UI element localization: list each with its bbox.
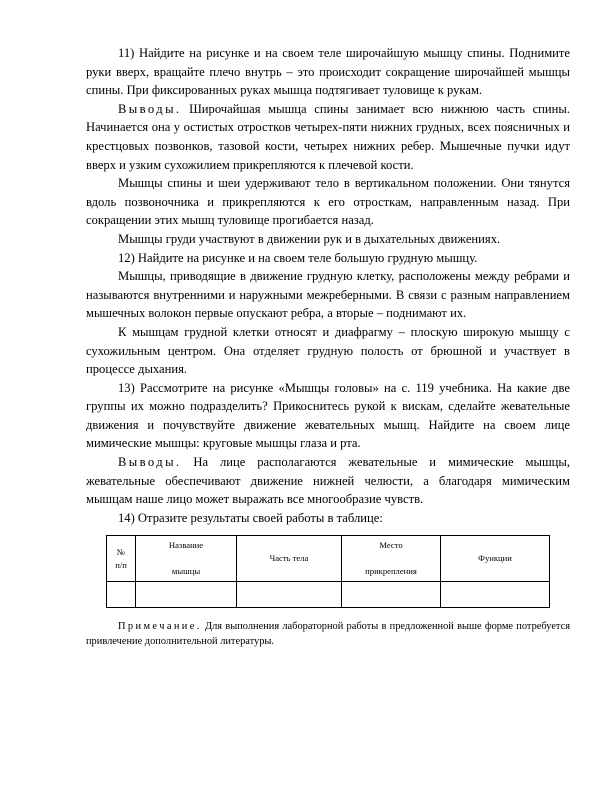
paragraph-conclusion-latissimus [86, 100, 570, 174]
conclusion-text: На лице располагаются жевательные и мимические мышцы, жевательные обеспечивают движение нижней челюсти, а благодаря мимическим мышцам наше лицо может выражать все многообразие чувств. [86, 455, 570, 507]
paragraph-task-11: 11) Найдите на рисунке и на своем теле широчайшую мышцу спины. Поднимите руки вверх, вращайте плечо внутрь – это происходит сокращение широчайшей мышцы спины. При фиксированных руках мышца подтягивает туловище к рукам. [86, 46, 570, 98]
table-row [107, 582, 550, 608]
paragraph-chest-muscles-movement: Мышцы груди участвуют в движении рук и в дыхательных движениях. [118, 231, 501, 246]
header-functions: Функции [441, 536, 550, 582]
results-table [106, 535, 550, 608]
document-page [86, 44, 570, 649]
paragraph-task-13: 13) Рассмотрите на рисунке «Мышцы головы» на с. 119 учебника. На какие две группы их можно подразделить? Прикоснитесь рукой к вискам, сделайте жевательные движения и почувствуйте движение жевательных мышц. Найдите на своем лице мимические мышцы: круговые мышцы глаза и рта. [86, 380, 570, 451]
note-label: Примечание. [118, 621, 202, 633]
note-text: Для выполнения лабораторной работы в предложенной выше форме потребуется привлечение дополнительной литературы. [86, 621, 570, 647]
paragraph-task-12: 12) Найдите на рисунке и на своем теле большую грудную мышцу. [118, 250, 478, 265]
table-cell[interactable] [107, 582, 136, 608]
header-muscle-name: Название мышцы [136, 536, 237, 582]
table-cell[interactable] [342, 582, 441, 608]
conclusion-label: Выводы. [118, 455, 182, 470]
paragraph-intercostal-muscles: Мышцы, приводящие в движение грудную клетку, расположены между ребрами и называются внутренними и наружными межреберными. В связи с разным направлением мышечных волокон первые опускают ребра, а вторые – поднимают их. [86, 269, 570, 321]
footnote [86, 620, 570, 649]
paragraph-task-14: 14) Отразите результаты своей работы в таблице: [118, 510, 383, 525]
header-body-part: Часть тела [237, 536, 342, 582]
paragraph-conclusion-face [86, 453, 570, 509]
header-attachment-place: Место прикрепления [342, 536, 441, 582]
table-header-row [107, 536, 550, 582]
header-number: № п/п [107, 536, 136, 582]
table-cell[interactable] [441, 582, 550, 608]
conclusion-label: Выводы. [118, 101, 182, 116]
paragraph-back-muscles: Мышцы спины и шеи удерживают тело в вертикальном положении. Они тянутся вдоль позвоночника и прикрепляются к его отросткам, направленным назад. При сокращении этих мышц туловище прогибается назад. [86, 176, 570, 228]
paragraph-diaphragm: К мышцам грудной клетки относят и диафрагму – плоскую широкую мышцу с сухожильным центром. Она отделяет грудную полость от брюшной и участвует в процессе дыхания. [86, 324, 570, 377]
table-cell[interactable] [136, 582, 237, 608]
conclusion-text: Широчайшая мышца спины занимает всю нижнюю часть спины. Начинается она у остистых отростков четырех-пяти нижних грудных, всех поясничных и крестцовых позвонков, тазовой кости, четырех нижних ребер. Мышечные пучки идут вверх и узким сухожилием прикрепляются к плечевой кости. [86, 101, 570, 172]
table-cell[interactable] [237, 582, 342, 608]
